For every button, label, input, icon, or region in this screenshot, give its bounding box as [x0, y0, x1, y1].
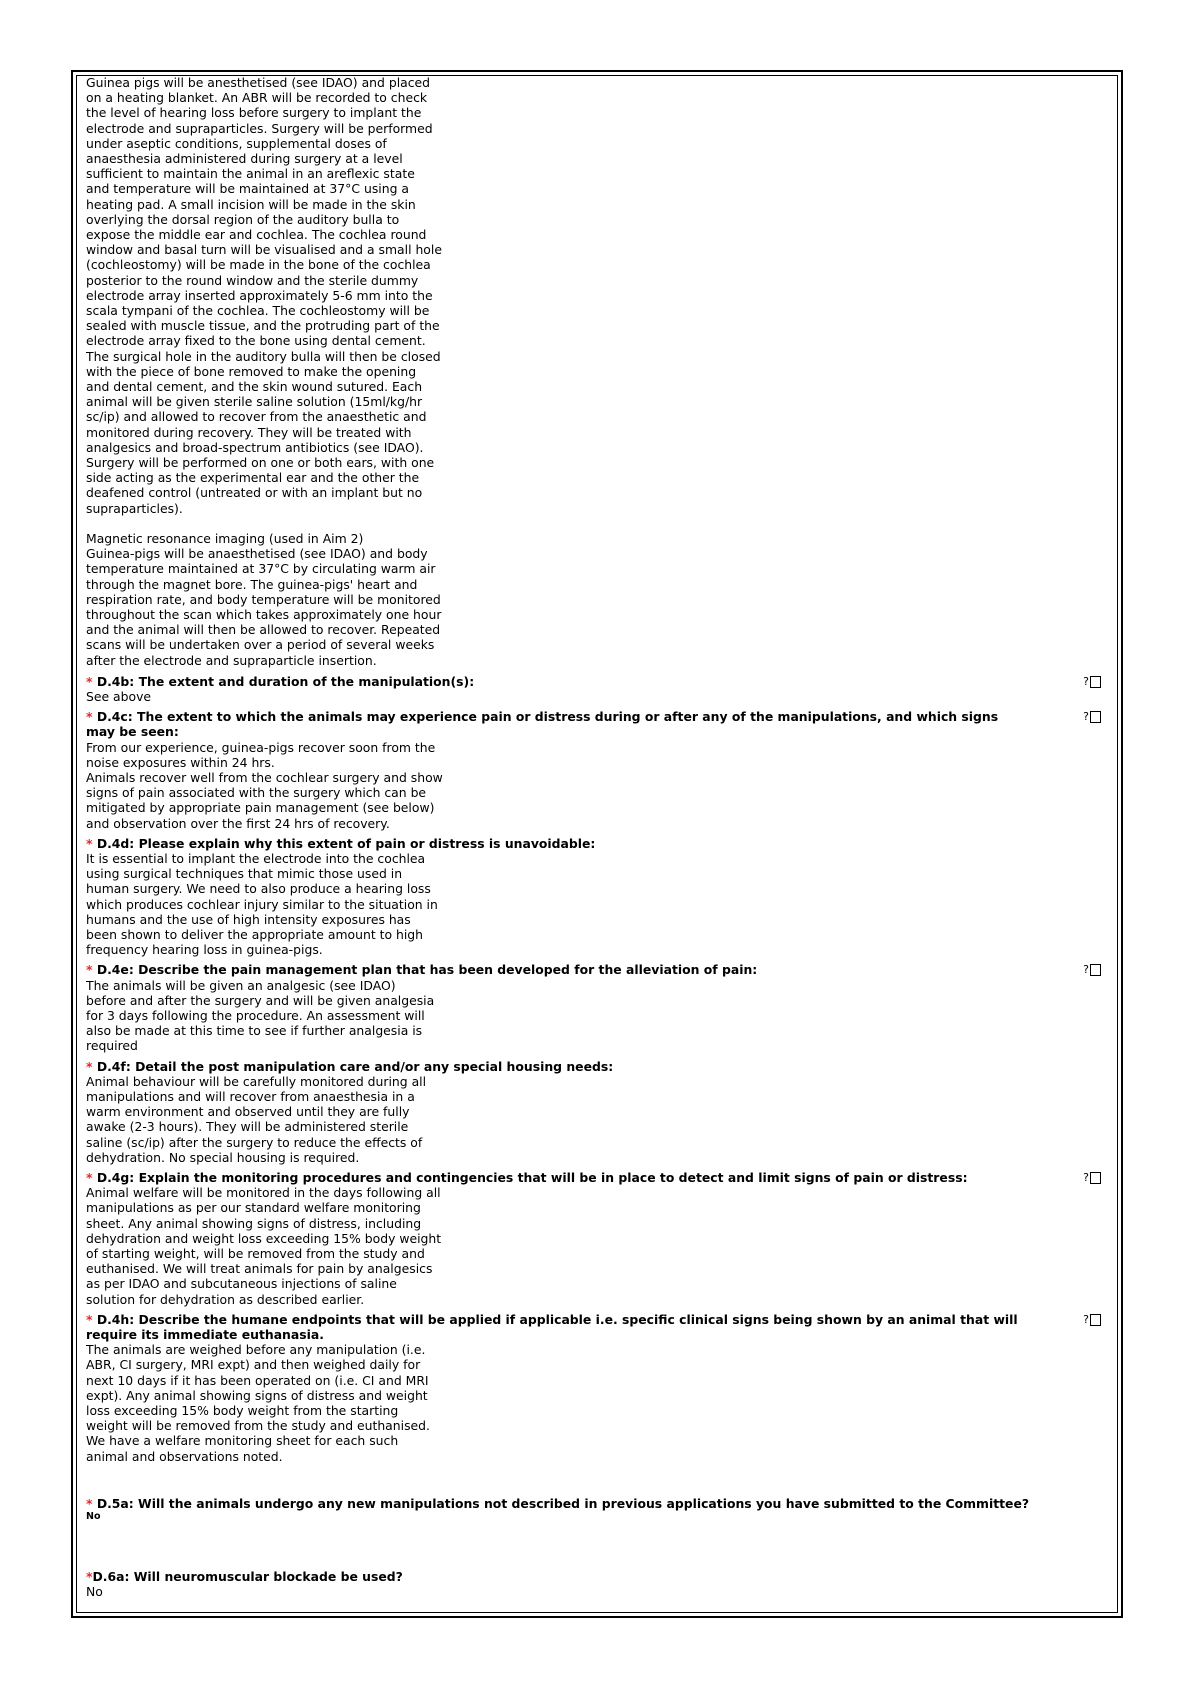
- required-marker: *: [86, 1170, 93, 1186]
- question-label: * D.4c: The extent to which the animals may experience pain or distress during or after any of the manipulations, and which signs may be seen:: [86, 709, 999, 740]
- required-marker: *: [86, 962, 93, 978]
- required-marker: *: [86, 673, 93, 689]
- required-marker: *: [86, 1495, 93, 1511]
- answer-text: From our experience, guinea-pigs recover soon from the noise exposures within 24 hrs. Animals recover well from the cochlear surgery and show signs of pain associated with the surgery which can be mitigated by appropriate pain management (see below) and observation over the first 24 hrs of recovery.: [86, 739, 443, 831]
- section-d4g: [86, 1170, 1101, 1307]
- form-frame: [71, 70, 1123, 1618]
- question-label: * D.4b: The extent and duration of the manipulation(s):: [86, 673, 475, 689]
- section-d4f: [86, 1059, 1101, 1165]
- help-icon[interactable]: ?: [1083, 964, 1101, 976]
- question-label: * D.4d: Please explain why this extent of pain or distress is unavoidable:: [86, 835, 596, 851]
- section-d5a: [86, 1496, 1101, 1523]
- section-d6a: [86, 1569, 1101, 1599]
- required-marker: *: [86, 1058, 93, 1074]
- answer-text: The animals are weighed before any manipulation (i.e. ABR, CI surgery, MRI expt) and then weighed daily for next 10 days if it has been operated on (i.e. CI and MRI expt). Any animal showing signs of distress and weight loss exceeding 15% body weight from the starting weight will be removed from the study and euthanised. We have a welfare monitoring sheet for each such animal and observations noted.: [86, 1342, 430, 1464]
- required-marker: *: [86, 1311, 93, 1327]
- help-icon[interactable]: ?: [1083, 676, 1101, 688]
- question-label: *D.6a: Will neuromuscular blockade be used?: [86, 1569, 403, 1585]
- question-label: * D.4h: Describe the humane endpoints that will be applied if applicable i.e. specific clinical signs being shown by an animal that will require its immediate euthanasia.: [86, 1311, 1018, 1343]
- section-d4b: [86, 674, 1101, 704]
- surgery-procedure-text: Guinea pigs will be anesthetised (see IDAO) and placed on a heating blanket. An ABR will be recorded to check the level of hearing loss before surgery to implant the electrode and supraparticles. Surgery will be performed under aseptic conditions, supplemental doses of anaesthesia administered during surgery at a level sufficient to maintain the animal in an areflexic state and temperature will be maintained at 37°C using a heating pad. A small incision will be made in the skin overlying the dorsal region of the auditory bulla to expose the middle ear and cochlea. The cochlea round window and basal turn will be visualised and a small hole (cochleostomy) will be made in the bone of the cochlea posterior to the round window and the sterile dummy electrode array inserted approximately 5-6 mm into the scala tympani of the cochlea. The cochleostomy will be sealed with muscle tissue, and the protruding part of the electrode array fixed to the bone using dental cement. The surgical hole in the auditory bulla will then be closed with the piece of bone removed to make the opening and dental cement, and the skin wound sutured. Each animal will be given sterile saline solution (15ml/kg/hr sc/ip) and allowed to recover from the anaesthetic and monitored during recovery. They will be treated with analgesics and broad-spectrum antibiotics (see IDAO). Surgery will be performed on one or both ears, with one side acting as the experimental ear and the other the deafened control (untreated or with an implant but no supraparticles).: [86, 75, 442, 516]
- section-d4e: [86, 962, 1101, 1053]
- answer-text: No: [86, 1584, 103, 1600]
- answer-text: See above: [86, 688, 152, 704]
- required-marker: *: [86, 709, 93, 725]
- form-content: [86, 75, 1101, 1599]
- required-marker: *: [86, 1569, 93, 1585]
- section-d4h: [86, 1312, 1101, 1464]
- section-d4c: [86, 709, 1101, 831]
- help-icon[interactable]: ?: [1083, 1314, 1101, 1326]
- section-d4d: [86, 836, 1101, 958]
- answer-text: Animal behaviour will be carefully monitored during all manipulations and will recover from anaesthesia in a warm environment and observed until they are fully awake (2-3 hours). They will be administered sterile saline (sc/ip) after the surgery to reduce the effects of dehydration. No special housing is required.: [86, 1073, 427, 1165]
- question-label: * D.4g: Explain the monitoring procedures and contingencies that will be in place to detect and limit signs of pain or distress:: [86, 1170, 968, 1186]
- question-label: * D.4f: Detail the post manipulation care and/or any special housing needs:: [86, 1058, 614, 1074]
- help-icon[interactable]: ?: [1083, 711, 1101, 723]
- help-icon[interactable]: ?: [1083, 1172, 1101, 1184]
- answer-text: It is essential to implant the electrode into the cochlea using surgical techniques that mimic those used in human surgery. We need to also produce a hearing loss which produces cochlear injury similar to the situation in humans and the use of high intensity exposures has been shown to deliver the appropriate amount to high frequency hearing loss in guinea-pigs.: [86, 850, 438, 958]
- answer-text: Animal welfare will be monitored in the days following all manipulations as per our standard welfare monitoring sheet. Any animal showing signs of distress, including dehydration and weight loss exceeding 15% body weight of starting weight, will be removed from the study and euthanised. We will treat animals for pain by analgesics as per IDAO and subcutaneous injections of saline solution for dehydration as described earlier.: [86, 1185, 442, 1307]
- mri-procedure-text: Magnetic resonance imaging (used in Aim 2) Guinea-pigs will be anaesthetised (see IDAO) and body temperature maintained at 37°C by circulating warm air through the magnet bore. The guinea-pigs' heart and respiration rate, and body temperature will be monitored throughout the scan which takes approximately one hour and the animal will then be allowed to recover. Repeated scans will be undertaken over a period of several weeks after the electrode and supraparticle insertion.: [86, 530, 442, 668]
- required-marker: *: [86, 835, 93, 851]
- question-label: * D.5a: Will the animals undergo any new manipulations not described in previous applications you have submitted to the Committee?: [86, 1495, 1030, 1511]
- answer-text: No: [86, 1511, 101, 1523]
- answer-text: The animals will be given an analgesic (see IDAO) before and after the surgery and will be given analgesia for 3 days following the procedure. An assessment will also be made at this time to see if further analgesia is required: [86, 977, 435, 1054]
- question-label: * D.4e: Describe the pain management plan that has been developed for the alleviation of pain:: [86, 962, 758, 978]
